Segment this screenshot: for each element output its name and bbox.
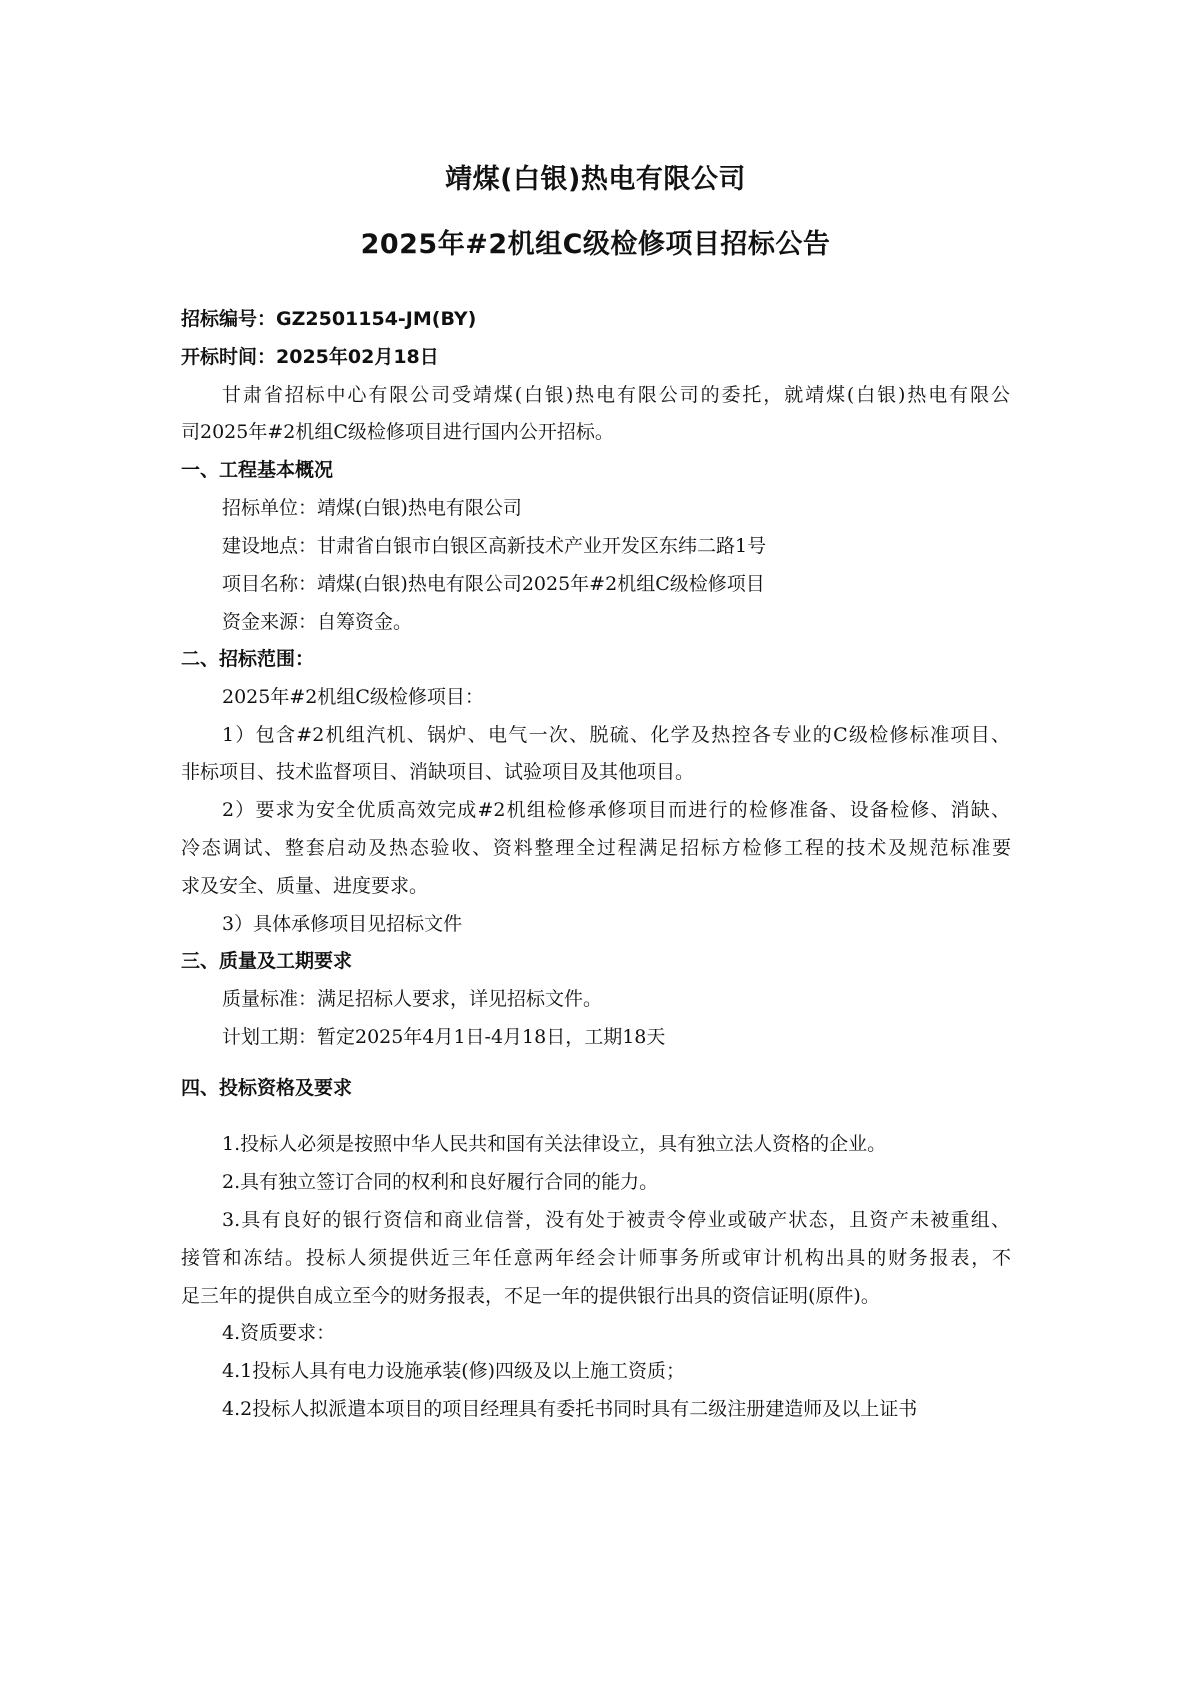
project-name: 项目名称：靖煤(白银)热电有限公司2025年#2机组C级检修项目 [222,573,765,595]
qualification-item-line: 3.具有良好的银行资信和商业信誉，没有处于被责令停业或破产状态，且资产未被重组、 [222,1209,1010,1231]
opening-time: 开标时间：2025年02月18日 [181,346,439,368]
fund-source: 资金来源：自筹资金。 [222,611,413,633]
qualification-subitem: 4.1投标人具有电力设施承装(修)四级及以上施工资质； [222,1360,686,1382]
construction-site: 建设地点：甘肃省白银市白银区高新技术产业开发区东纬二路1号 [222,535,767,557]
announcement-title: 2025年#2机组C级检修项目招标公告 [360,229,831,260]
tender-unit: 招标单位：靖煤(白银)热电有限公司 [222,497,522,519]
qualification-item-line: 接管和冻结。投标人须提供近三年任意两年经会计师事务所或审计机构出具的财务报表，不 [181,1247,1011,1269]
scope-item-line: 3）具体承修项目见招标文件 [222,913,463,935]
section-heading: 三、质量及工期要求 [181,950,353,972]
scope-item-line: 求及安全、质量、进度要求。 [181,875,429,897]
scope-item-line: 1）包含#2机组汽机、锅炉、电气一次、脱硫、化学及热控各专业的C级检修标准项目、 [222,724,1010,746]
scope-item-line: 冷态调试、整套启动及热态验收、资料整理全过程满足招标方检修工程的技术及规范标准要 [181,837,1011,859]
quality-standard: 质量标准：满足招标人要求，详见招标文件。 [222,988,603,1010]
intro-paragraph-line: 司2025年#2机组C级检修项目进行国内公开招标。 [181,421,614,443]
scope-item-line: 非标项目、技术监督项目、消缺项目、试验项目及其他项目。 [181,761,695,783]
qualification-item-line: 足三年的提供自成立至今的财务报表，不足一年的提供银行出具的资信证明(原件)。 [181,1285,880,1307]
section-heading: 二、招标范围： [181,648,315,670]
planned-period: 计划工期：暂定2025年4月1日-4月18日，工期18天 [222,1026,666,1048]
qualification-item: 4.资质要求： [222,1322,336,1344]
intro-paragraph-line: 甘肃省招标中心有限公司受靖煤(白银)热电有限公司的委托，就靖煤(白银)热电有限公 [222,384,1010,406]
section-heading: 四、投标资格及要求 [181,1077,353,1099]
scope-summary: 2025年#2机组C级检修项目： [222,686,484,708]
qualification-item: 2.具有独立签订合同的权利和良好履行合同的能力。 [222,1171,659,1193]
qualification-item: 1.投标人必须是按照中华人民共和国有关法律设立，具有独立法人资格的企业。 [222,1133,887,1155]
bid-number: 招标编号：GZ2501154-JM(BY) [181,308,477,330]
company-title: 靖煤(白银)热电有限公司 [445,164,746,195]
qualification-subitem: 4.2投标人拟派遣本项目的项目经理具有委托书同时具有二级注册建造师及以上证书 [222,1398,918,1420]
scope-item-line: 2）要求为安全优质高效完成#2机组检修承修项目而进行的检修准备、设备检修、消缺、 [222,799,1010,821]
section-heading: 一、工程基本概况 [181,459,334,481]
